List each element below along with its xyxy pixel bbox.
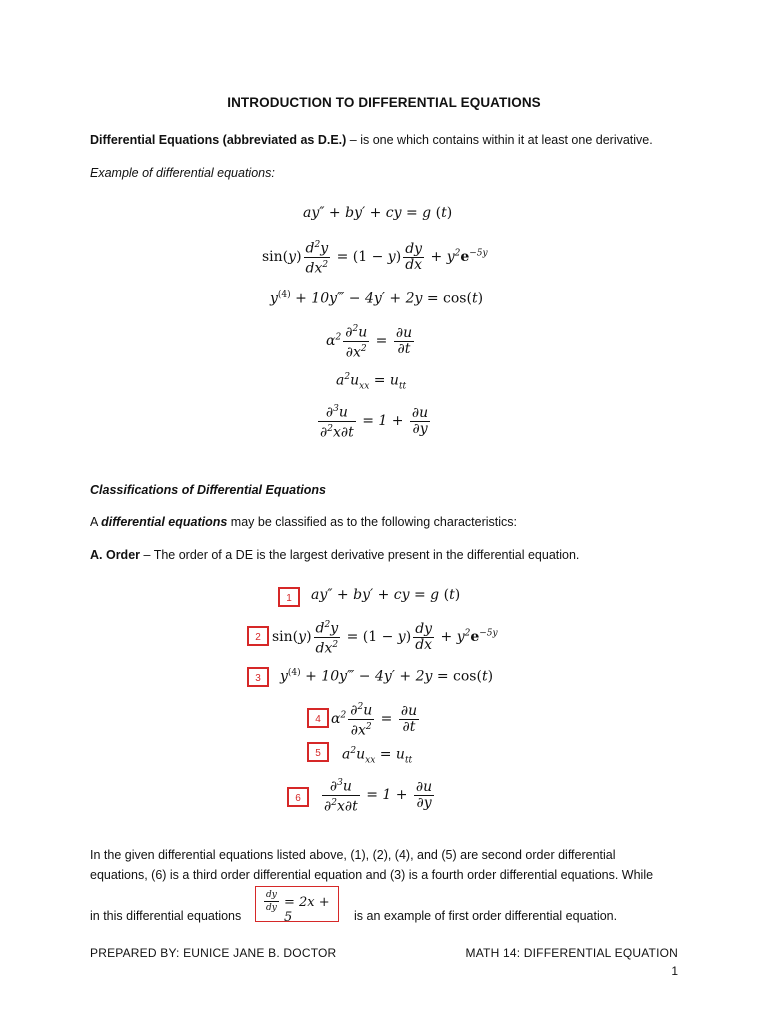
labelled-equation-6: $\frac{\partial^3u}{\partial^2x\partial t}$ = 1 + $\frac{\partial u}{\partial y}$ [324,778,433,815]
equation-4: $\alpha^2$ $\frac{\partial^2u}{\partial x^2}$ = $\frac{\partial u}{\partial t}$ [326,324,413,361]
label-box-3: 3 [247,667,269,687]
equation-5: $a^2u_{xx} = u_{tt}$ [336,372,407,392]
first-order-example-equation: $\frac{dy}{dy}$ = 2x + 5 [255,886,339,922]
explanation-paragraph: In the given differential equations listed above, (1), (2), (4), and (5) are second order differential equations, (6) is a third order differential equation and (3) is a fourth order differential equations. While [90,848,654,882]
labelled-equation-4: $\alpha^2$ $\frac{\partial^2u}{\partial x^2}$ = $\frac{\partial u}{\partial t}$ [331,702,418,739]
labelled-equation-3: $y^{(4)}$ + 10y‴ − 4y′ + 2y = cos(t) [280,668,494,685]
label-box-1: 1 [278,587,300,607]
definition-term: Differential Equations (abbreviated as D.E.) [90,133,347,147]
page-title: INTRODUCTION TO DIFFERENTIAL EQUATIONS [227,95,541,110]
explanation-line-3b: is an example of first order differential equation. [354,909,618,923]
equation-1: ay″ + by′ + cy = g (t) [303,205,453,221]
labelled-equation-1: ay″ + by′ + cy = g (t) [311,587,461,603]
label-box-2: 2 [247,626,269,646]
classified-term: differential equations [101,515,228,529]
labelled-equation-2: sin(y) $\frac{d^2y}{dx^2}$ = (1 − y) $\frac{dy}{dx}$ + $y^2e^{-5y}$ [272,620,498,657]
label-box-4: 4 [307,708,329,728]
order-label: A. Order [90,548,141,562]
order-paragraph: A. Order – The order of a DE is the largest derivative present in the differential equation. [90,548,580,562]
footer-author: PREPARED BY: EUNICE JANE B. DOCTOR [90,946,337,960]
classified-intro: A differential equations may be classified as to the following characteristics: [90,515,518,529]
labelled-equation-5: $a^2u_{xx} = u_{tt}$ [342,746,413,766]
definition-paragraph [90,130,653,150]
equation-3: $y^{(4)}$ + 10y‴ − 4y′ + 2y = cos(t) [270,290,484,307]
equation-2: sin(y) $\frac{d^2y}{dx^2}$ = (1 − y) $\frac{dy}{dx}$ + $y^2e^{-5y}$ [262,240,488,277]
example-heading: Example of differential equations: [90,166,275,180]
label-box-5: 5 [307,742,329,762]
page-number: 1 [671,964,678,978]
classifications-heading: Classifications of Differential Equations [90,483,326,497]
explanation-line-3a: in this differential equations [90,909,242,923]
label-box-6: 6 [287,787,309,807]
equation-6: $\frac{\partial^3u}{\partial^2x\partial t}$ = 1 + $\frac{\partial u}{\partial y}$ [320,404,429,441]
definition-text: – is one which contains within it at least one derivative. [346,133,653,147]
footer-course: MATH 14: DIFFERENTIAL EQUATION [465,946,678,960]
